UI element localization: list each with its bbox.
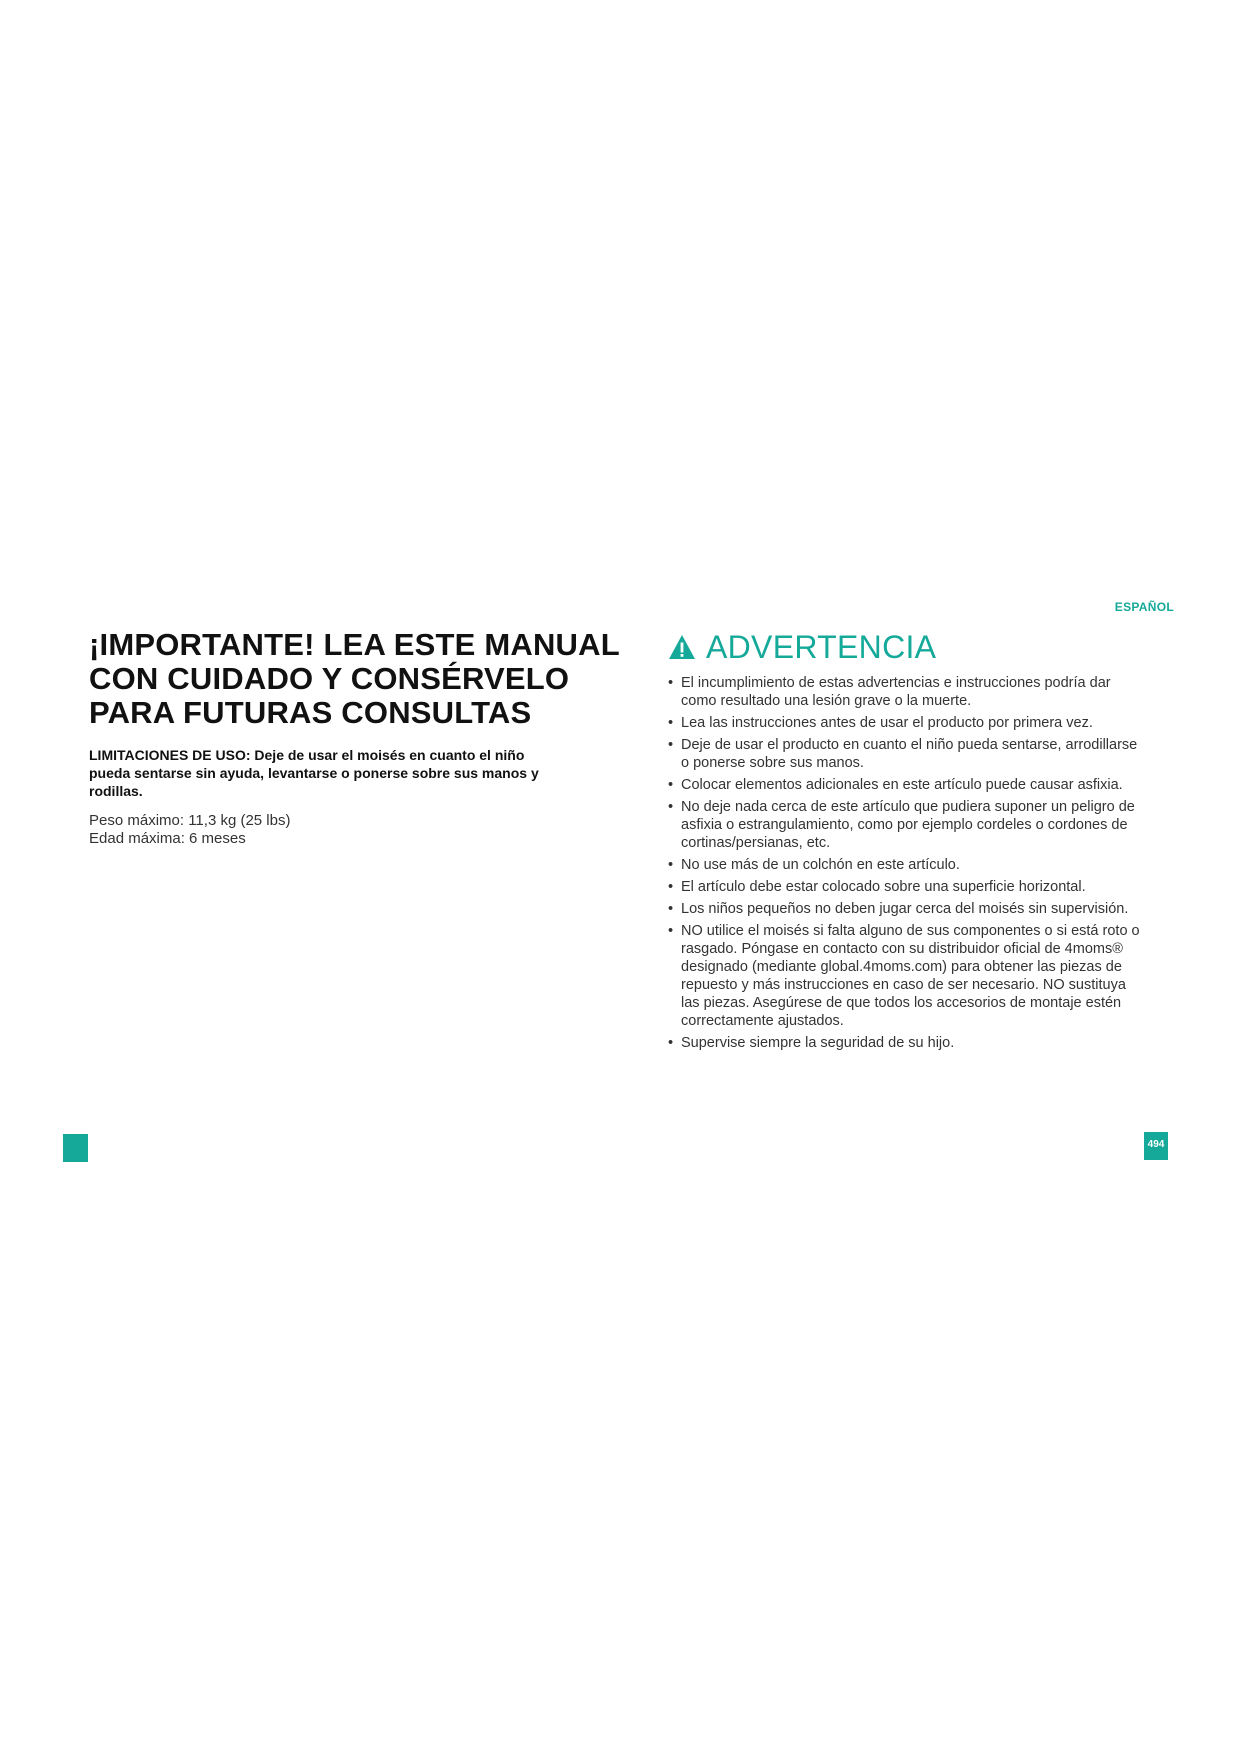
language-label: ESPAÑOL <box>1114 600 1174 614</box>
right-page <box>668 628 1138 1056</box>
list-item: • Los niños pequeños no deben jugar cerca del moisés sin supervisión. <box>668 900 1141 918</box>
list-item: • Lea las instrucciones antes de usar el producto por primera vez. <box>668 714 1141 732</box>
title-line: ¡IMPORTANTE! LEA ESTE MANUAL <box>89 627 620 662</box>
list-item: • NO utilice el moisés si falta alguno de sus componentes o si está roto o rasgado. Póngase en contacto con su distribuidor oficial de 4moms® designado (mediante global.4moms.com) para obtener las piezas de repuesto y más instrucciones en caso de ser necesario. NO sustituya las piezas. Asegúrese de que todos los accesorios de montaje estén correctamente ajustados. <box>668 922 1141 1030</box>
list-item: • Supervise siempre la seguridad de su hijo. <box>668 1034 1141 1052</box>
page-title <box>89 627 620 730</box>
warning-triangle-icon <box>668 634 696 660</box>
list-item: • El incumplimiento de estas advertencias e instrucciones podría dar como resultado una lesión grave o la muerte. <box>668 674 1141 710</box>
page-number: 494 <box>1144 1132 1168 1160</box>
warning-header <box>668 628 1138 666</box>
list-item: • Colocar elementos adicionales en este artículo puede causar asfixia. <box>668 776 1141 794</box>
title-line: CON CUIDADO Y CONSÉRVELO <box>89 661 570 696</box>
list-item: • El artículo debe estar colocado sobre una superficie horizontal. <box>668 878 1141 896</box>
left-page <box>89 627 620 848</box>
max-age: Edad máxima: 6 meses <box>89 830 246 847</box>
usage-limitations: LIMITACIONES DE USO: Deje de usar el moisés en cuanto el niño pueda sentarse sin ayuda, levantarse o ponerse sobre sus manos y rodillas. <box>89 747 539 799</box>
list-item: • No deje nada cerca de este artículo que pudiera suponer un peligro de asfixia o estrangulamiento, como por ejemplo cordeles o cordones de cortinas/persianas, etc. <box>668 798 1141 852</box>
list-item: • No use más de un colchón en este artículo. <box>668 856 1141 874</box>
title-line: PARA FUTURAS CONSULTAS <box>89 695 532 730</box>
max-weight: Peso máximo: 11,3 kg (25 lbs) <box>89 812 291 829</box>
warning-list <box>668 674 1138 1052</box>
list-item: • Deje de usar el producto en cuanto el niño pueda sentarse, arrodillarse o ponerse sobre sus manos. <box>668 736 1141 772</box>
warning-title: ADVERTENCIA <box>706 629 937 665</box>
left-page-tab <box>63 1134 88 1162</box>
